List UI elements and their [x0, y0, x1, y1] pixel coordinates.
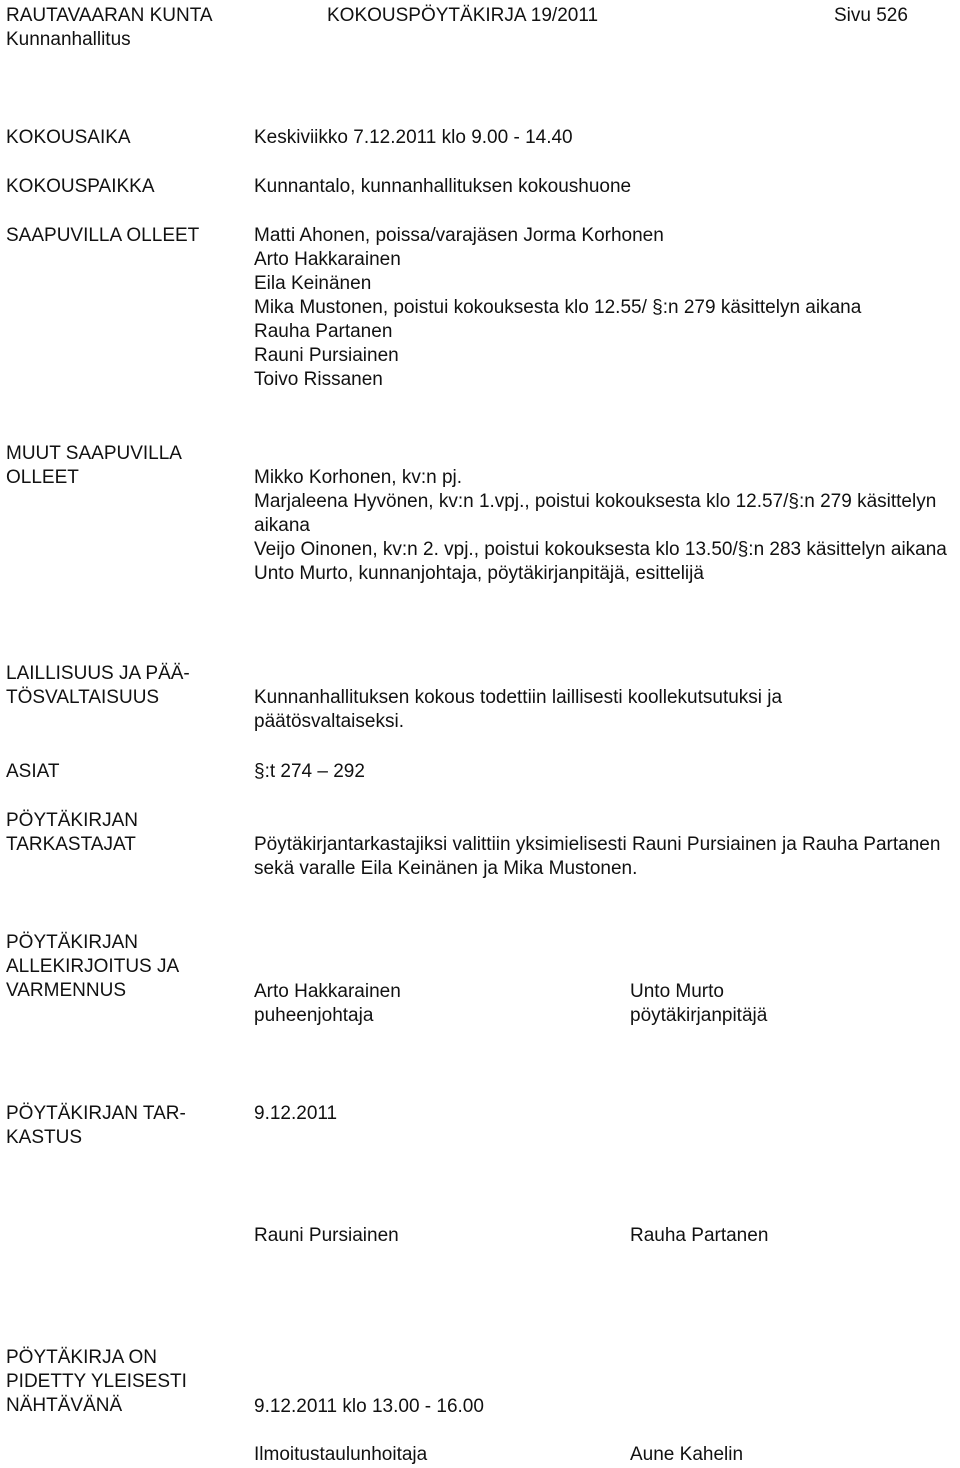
notice-officer-name: Aune Kahelin	[630, 1444, 744, 1465]
present-members-label: SAAPUVILLA OLLEET	[6, 225, 200, 246]
signer-secretary: Unto Murto pöytäkirjanpitäjä	[630, 981, 768, 1026]
public-display-value: 9.12.2011 klo 13.00 - 16.00	[254, 1396, 484, 1417]
minutes-check-label: PÖYTÄKIRJAN TAR- KASTUS	[6, 1103, 186, 1148]
list-item: Mikko Korhonen, kv:n pj.	[254, 467, 463, 488]
meeting-time-value: Keskiviikko 7.12.2011 klo 9.00 - 14.40	[254, 127, 573, 148]
legality-label: LAILLISUUS JA PÄÄ- TÖSVALTAISUUS	[6, 663, 190, 708]
list-item: Veijo Oinonen, kv:n 2. vpj., poistui kokouksesta klo 13.50/§:n 283 käsittelyn aikana	[254, 539, 947, 560]
meeting-time-label: KOKOUSAIKA	[6, 127, 131, 148]
list-item: Rauni Pursiainen	[254, 345, 399, 366]
list-item: Unto Murto, kunnanjohtaja, pöytäkirjanpitäjä, esittelijä	[254, 563, 704, 584]
meeting-place-label: KOKOUSPAIKKA	[6, 176, 155, 197]
signer-chair: Arto Hakkarainen puheenjohtaja	[254, 981, 401, 1026]
organization-name: RAUTAVAARAN KUNTA	[6, 5, 213, 26]
list-item: Toivo Rissanen	[254, 369, 383, 390]
checker-1-name: Rauni Pursiainen	[254, 1225, 399, 1246]
other-present-label: MUUT SAAPUVILLA OLLEET	[6, 443, 182, 488]
present-members-list	[254, 224, 861, 392]
legality-text: Kunnanhallituksen kokous todettiin laillisesti koollekutsutuksi ja päätösvaltaiseksi.	[254, 687, 783, 732]
list-item: Marjaleena Hyvönen, kv:n 1.vpj., poistui kokouksesta klo 12.57/§:n 279 käsittelyn aikana	[254, 491, 937, 536]
checker-2-name: Rauha Partanen	[630, 1225, 769, 1246]
minutes-checkers-text: Pöytäkirjantarkastajiksi valittiin yksimielisesti Rauni Pursiainen ja Rauha Partanen sekä varalle Eila Keinänen ja Mika Mustonen.	[254, 834, 941, 879]
items-value: §:t 274 – 292	[254, 761, 365, 782]
minutes-check-date: 9.12.2011	[254, 1103, 338, 1124]
list-item: Rauha Partanen	[254, 321, 393, 342]
list-item: Arto Hakkarainen	[254, 249, 401, 270]
page-number: Sivu 526	[834, 5, 908, 26]
other-present-list	[254, 466, 954, 586]
notice-officer-role: Ilmoitustaulunhoitaja	[254, 1444, 428, 1465]
list-item: Eila Keinänen	[254, 273, 372, 294]
body-name: Kunnanhallitus	[6, 29, 131, 50]
list-item: Mika Mustonen, poistui kokouksesta klo 12.55/ §:n 279 käsittelyn aikana	[254, 297, 862, 318]
public-display-label: PÖYTÄKIRJA ON PIDETTY YLEISESTI NÄHTÄVÄNÄ	[6, 1347, 187, 1416]
minutes-checkers-label: PÖYTÄKIRJAN TARKASTAJAT	[6, 810, 138, 855]
signatures-label: PÖYTÄKIRJAN ALLEKIRJOITUS JA VARMENNUS	[6, 932, 180, 1001]
meeting-place-value: Kunnantalo, kunnanhallituksen kokoushuone	[254, 176, 632, 197]
items-label: ASIAT	[6, 761, 60, 782]
document-title: KOKOUSPÖYTÄKIRJA 19/2011	[327, 5, 599, 26]
list-item: Matti Ahonen, poissa/varajäsen Jorma Korhonen	[254, 225, 664, 246]
